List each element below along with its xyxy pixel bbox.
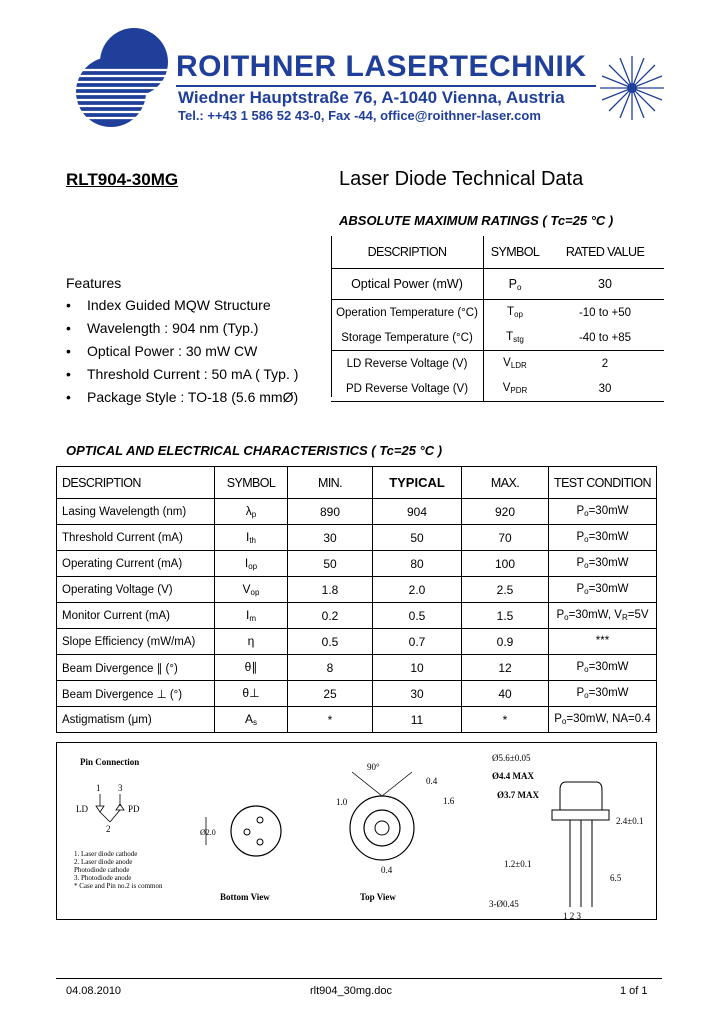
abs-max-symbol: $V_{LDR}$	[503, 357, 527, 370]
footer-divider	[56, 978, 662, 979]
oec-max: 12	[462, 655, 549, 681]
oec-desc: Astigmatism (μm)	[57, 707, 215, 733]
oec-typical: 0.7	[373, 629, 462, 655]
abs-max-desc: Operation Temperature (°C)	[331, 300, 484, 326]
footer-filename: rlt904_30mg.doc	[310, 985, 392, 997]
oec-header-desc: DESCRIPTION	[57, 467, 215, 499]
dim-0-4-top: 0.4	[426, 776, 438, 786]
abs-max-value: -40 to +85	[546, 325, 664, 351]
pin-label-1: 1	[96, 783, 101, 793]
bottom-view-drawing	[206, 806, 281, 856]
oec-symbol: $I_m$	[215, 603, 288, 629]
footer-page: 1 of 1	[620, 985, 648, 997]
oec-desc: Slope Efficiency (mW/mA)	[57, 629, 215, 655]
oec-symbol: $A_s$	[215, 707, 288, 733]
oec-typical: 904	[373, 499, 462, 525]
oec-header-typical: TYPICAL	[373, 467, 462, 499]
oec-test-condition: ***	[549, 629, 657, 655]
oec-row	[57, 681, 657, 707]
oec-desc: Lasing Wavelength (nm)	[57, 499, 215, 525]
abs-max-symbol: $P_o$	[484, 269, 547, 300]
pin-label-pd: PD	[128, 804, 140, 814]
abs-max-desc: LD Reverse Voltage (V)	[331, 351, 484, 377]
oec-desc: Monitor Current (mA)	[57, 603, 215, 629]
oec-typical: 80	[373, 551, 462, 577]
oec-max: 70	[462, 525, 549, 551]
oec-header-max: MAX.	[462, 467, 549, 499]
abs-max-value: 30	[546, 269, 664, 300]
oec-symbol: $I_{op}$	[215, 551, 288, 577]
dim-flange: 1.2±0.1	[504, 859, 532, 869]
oec-typical: 30	[373, 681, 462, 707]
oec-row	[57, 655, 657, 681]
abs-max-row	[331, 351, 664, 377]
oec-test-condition: $P_o=30mW$	[549, 655, 657, 681]
pin-label-ld: LD	[76, 804, 88, 814]
dim-0-4-bottom: 0.4	[381, 865, 393, 875]
abs-max-header-desc: DESCRIPTION	[331, 236, 484, 269]
abs-max-symbol: $V_{PDR}$	[484, 376, 547, 402]
oec-min: 0.2	[288, 603, 373, 629]
oec-max: 920	[462, 499, 549, 525]
abs-max-symbol: $T_{stg}$	[484, 325, 547, 351]
oec-max: 0.9	[462, 629, 549, 655]
oec-min: 30	[288, 525, 373, 551]
oec-test-condition: $P_o=30mW$	[549, 499, 657, 525]
oec-symbol: θ∥	[215, 655, 288, 681]
abs-max-row	[331, 300, 664, 326]
drawing-frame	[57, 743, 657, 920]
company-logo	[66, 20, 176, 130]
oec-title: OPTICAL AND ELECTRICAL CHARACTERISTICS ( Tc=25 °C )	[66, 443, 443, 458]
oec-min: 890	[288, 499, 373, 525]
dim-angle: 90°	[367, 762, 380, 772]
document-title: Laser Diode Technical Data	[339, 168, 584, 190]
oec-max: 100	[462, 551, 549, 577]
feature-item: • Wavelength : 904 nm (Typ.)	[66, 320, 259, 336]
oec-min: 1.8	[288, 577, 373, 603]
dim-lead-length: 6.5	[610, 873, 622, 883]
pin-note: 2. Laser diode anode	[74, 858, 133, 866]
footer-date: 04.08.2010	[66, 985, 122, 997]
oec-header-test: TEST CONDITION	[549, 467, 657, 499]
oec-test-condition: $P_o=30mW$	[549, 577, 657, 603]
dim-lead-diameter: 3-Ø0.45	[489, 899, 519, 909]
oec-symbol: η	[215, 629, 288, 655]
header-divider	[176, 85, 596, 87]
feature-item: • Index Guided MQW Structure	[66, 297, 271, 313]
oec-test-condition: $P_o=30mW$, $V_R=5V$	[549, 603, 657, 629]
oec-test-condition: $P_o=30mW$	[549, 525, 657, 551]
abs-max-title: ABSOLUTE MAXIMUM RATINGS ( Tc=25 °C )	[339, 213, 614, 228]
dim-height: 2.4±0.1	[616, 816, 644, 826]
feature-item: • Package Style : TO-18 (5.6 mmØ)	[66, 389, 299, 405]
oec-max: 40	[462, 681, 549, 707]
oec-test-condition: $P_o=30mW$	[549, 681, 657, 707]
abs-max-row	[331, 325, 664, 351]
oec-row	[57, 525, 657, 551]
oec-row	[57, 629, 657, 655]
oec-header-symbol: SYMBOL	[215, 467, 288, 499]
abs-max-value: 30	[546, 376, 664, 402]
pin-note: 3. Photodiode anode	[74, 874, 132, 882]
abs-max-value: 2	[601, 357, 609, 370]
oec-max: 1.5	[462, 603, 549, 629]
company-name: ROITHNER LASERTECHNIK	[176, 50, 587, 83]
oec-desc: Beam Divergence ⊥ (°)	[57, 681, 215, 707]
oec-min: 50	[288, 551, 373, 577]
dim-1-6: 1.6	[443, 796, 455, 806]
oec-row	[57, 551, 657, 577]
dim-1-0: 1.0	[336, 797, 348, 807]
abs-max-table	[331, 236, 664, 402]
dim-cap-diameter: Ø4.4 MAX	[492, 771, 534, 781]
top-view-label: Top View	[360, 892, 396, 902]
abs-max-header-symbol: SYMBOL	[484, 236, 547, 269]
oec-row	[57, 707, 657, 733]
pin-label-2: 2	[106, 824, 111, 834]
abs-max-desc: PD Reverse Voltage (V)	[331, 376, 484, 402]
pin-title: Pin Connection	[80, 757, 140, 767]
oec-desc: Operating Current (mA)	[57, 551, 215, 577]
company-contact: Tel.: ++43 1 586 52 43-0, Fax -44, office@roithner-laser.com	[178, 108, 541, 123]
side-view-drawing	[552, 782, 609, 907]
part-number: RLT904-30MG	[66, 170, 179, 189]
dim-diameter-2: Ø2.0	[200, 828, 216, 837]
oec-max: *	[462, 707, 549, 733]
laser-starburst-icon	[598, 54, 666, 122]
oec-symbol: $I_{th}$	[215, 525, 288, 551]
oec-min: 8	[288, 655, 373, 681]
abs-max-row	[331, 269, 664, 300]
oec-test-condition: $P_o=30mW$, NA=0.4	[549, 707, 657, 733]
oec-typical: 11	[373, 707, 462, 733]
pin-schematic-icon	[96, 794, 124, 822]
abs-max-value: -10 to +50	[578, 306, 632, 319]
oec-test-condition: $P_o=30mW$	[549, 551, 657, 577]
top-view-drawing	[350, 772, 414, 860]
pin-label-3: 3	[118, 783, 123, 793]
feature-item: • Optical Power : 30 mW CW	[66, 343, 258, 359]
oec-min: *	[288, 707, 373, 733]
pin-note: * Case and Pin no.2 is common	[74, 882, 163, 890]
pin-note: Photodiode cathode	[74, 866, 130, 874]
oec-table	[56, 466, 657, 733]
oec-row	[57, 603, 657, 629]
oec-symbol: θ⊥	[215, 681, 288, 707]
abs-max-header-row	[331, 236, 664, 269]
oec-symbol: $\lambda_p$	[215, 499, 288, 525]
pin-note: 1. Laser diode cathode	[74, 850, 138, 858]
company-address: Wiedner Hauptstraße 76, A-1040 Vienna, Austria	[178, 88, 565, 107]
oec-typical: 2.0	[373, 577, 462, 603]
oec-header-row	[57, 467, 657, 499]
oec-min: 0.5	[288, 629, 373, 655]
oec-max: 2.5	[462, 577, 549, 603]
mechanical-drawing	[56, 742, 657, 920]
feature-item: • Threshold Current : 50 mA ( Typ. )	[66, 366, 299, 382]
abs-max-row	[331, 376, 664, 402]
features-list	[66, 296, 298, 411]
oec-symbol: $V_{op}$	[215, 577, 288, 603]
dim-window-diameter: Ø3.7 MAX	[497, 790, 539, 800]
oec-row	[57, 499, 657, 525]
oec-desc: Operating Voltage (V)	[57, 577, 215, 603]
lead-numbers: 1 2 3	[563, 911, 581, 920]
oec-typical: 0.5	[373, 603, 462, 629]
oec-desc: Beam Divergence ∥ (°)	[57, 655, 215, 681]
oec-typical: 50	[373, 525, 462, 551]
dim-outer-diameter: Ø5.6±0.05	[492, 753, 531, 763]
features-title: Features	[66, 275, 122, 291]
oec-desc: Threshold Current (mA)	[57, 525, 215, 551]
oec-min: 25	[288, 681, 373, 707]
abs-max-desc: Storage Temperature (°C)	[331, 325, 484, 351]
abs-max-header-value: RATED VALUE	[546, 236, 664, 269]
oec-row	[57, 577, 657, 603]
abs-max-desc: Optical Power (mW)	[331, 269, 484, 300]
oec-typical: 10	[373, 655, 462, 681]
oec-header-min: MIN.	[288, 467, 373, 499]
abs-max-symbol: $T_{op}$	[507, 306, 523, 319]
bottom-view-label: Bottom View	[220, 892, 270, 902]
